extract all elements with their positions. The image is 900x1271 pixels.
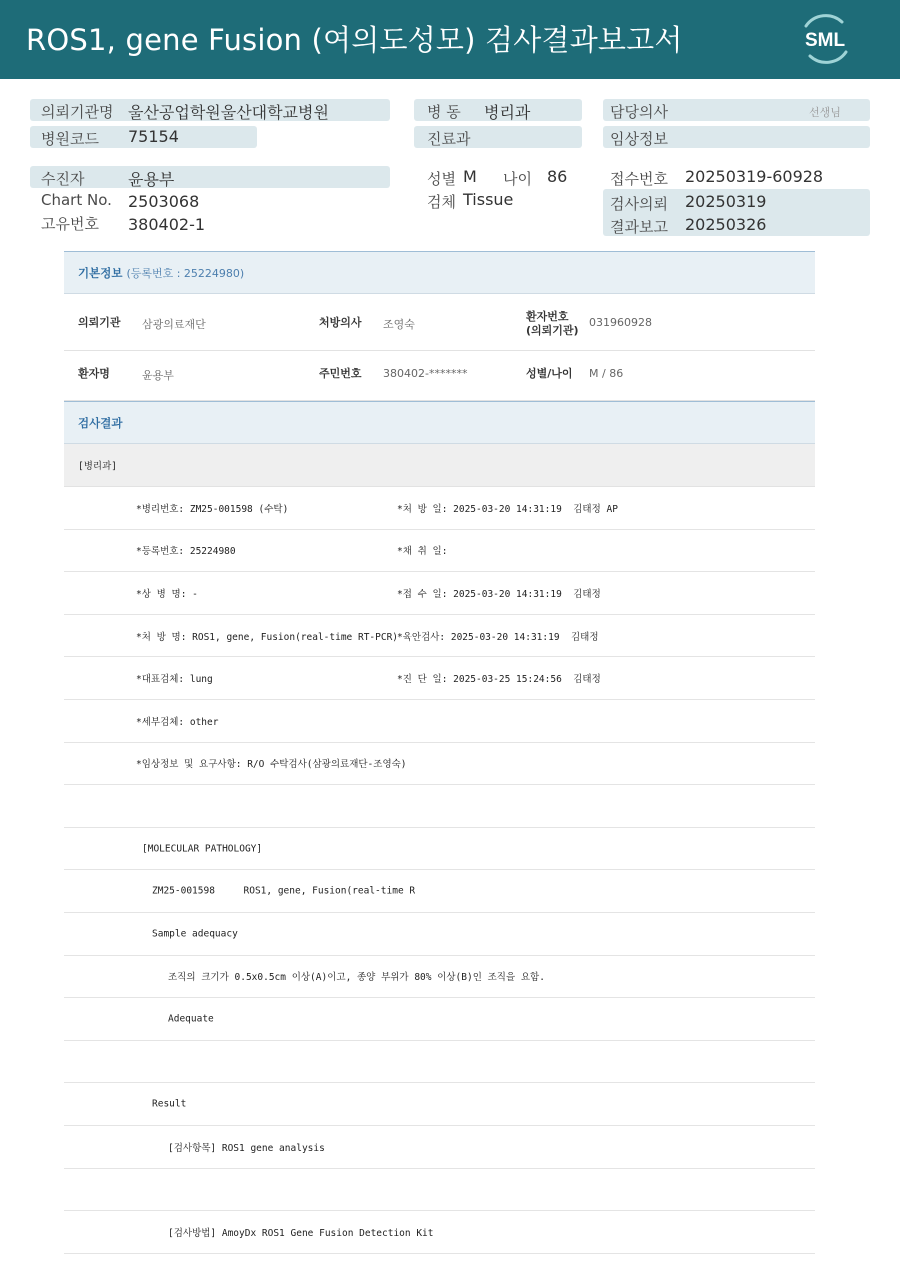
result-field-left: *임상정보 및 요구사항: R/O 수탁검사(삼광의료재단-조영숙) <box>136 759 407 771</box>
result-field-right: *처 방 일: 2025-03-20 14:31:19 김태정 AP <box>397 503 618 515</box>
receipt-label: 접수번호 <box>610 170 668 188</box>
sex-label: 성별 <box>427 170 456 188</box>
report-body <box>64 251 815 1254</box>
result-text-row <box>64 998 815 1041</box>
result-field-left: *대표검체: lung <box>136 674 213 686</box>
basic-info-row <box>64 351 815 401</box>
result-field-right: *육안검사: 2025-03-20 14:31:19 김태정 <box>397 631 599 643</box>
sml-logo <box>796 12 854 66</box>
result-text-row <box>64 913 815 956</box>
result-text-line: Result <box>152 1098 187 1110</box>
unique-id-value: 380402-1 <box>128 215 206 234</box>
result-field-rows <box>64 487 815 785</box>
patient-no-key-2: (의뢰기관) <box>526 324 579 337</box>
results-header <box>64 401 815 444</box>
result-field-row <box>64 530 815 573</box>
doctor-suffix: 선생님 <box>809 106 841 119</box>
department-row <box>64 444 815 487</box>
result-field-row <box>64 657 815 700</box>
department-label: 진료과 <box>427 130 471 148</box>
results-title: 검사결과 <box>78 415 123 430</box>
result-text-line: [검사방법] AmoyDx ROS1 Gene Fusion Detection Kit <box>168 1227 434 1239</box>
result-text-row <box>64 956 815 999</box>
sex-age-val: M / 86 <box>589 367 624 380</box>
result-text-row <box>64 1126 815 1169</box>
hospital-code-value: 75154 <box>128 127 179 146</box>
report-title: ROS1, gene Fusion (여의도성모) 검사결과보고서 <box>26 23 683 57</box>
result-text-line: ZM25-001598 ROS1, gene, Fusion(real-time R <box>152 885 416 897</box>
prescriber-val: 조영숙 <box>383 318 415 331</box>
ward-label: 병 동 <box>427 103 461 121</box>
prescriber-key: 처방의사 <box>319 316 362 329</box>
clinical-info-label: 임상정보 <box>610 130 668 148</box>
specimen-label: 검체 <box>427 193 456 211</box>
institution-label: 의뢰기관명 <box>41 103 114 121</box>
patient-no-key-1: 환자번호 <box>526 310 569 323</box>
age-label: 나이 <box>503 170 532 188</box>
chart-no-value: 2503068 <box>128 192 200 211</box>
result-field-left: *처 방 명: ROS1, gene, Fusion(real-time RT-PCR) <box>136 631 399 643</box>
result-field-row <box>64 615 815 658</box>
result-text-line: [검사항목] ROS1 gene analysis <box>168 1142 325 1154</box>
basic-info-header <box>64 251 815 294</box>
result-field-left: *등록번호: 25224980 <box>136 546 236 558</box>
result-field-row <box>64 572 815 615</box>
result-text-line: [MOLECULAR PATHOLOGY] <box>142 843 263 855</box>
result-field-left: *세부검체: other <box>136 716 219 728</box>
result-text-row <box>64 1211 815 1254</box>
svg-text:SML: SML <box>804 30 846 51</box>
institution-key: 의뢰기관 <box>78 316 121 329</box>
result-field-right: *접 수 일: 2025-03-20 14:31:19 김태정 <box>397 588 601 600</box>
sex-value: M <box>463 167 477 186</box>
specimen-value: Tissue <box>463 190 514 209</box>
basic-info-title: 기본정보 <box>78 265 123 280</box>
department-tag: [병리과] <box>78 461 117 472</box>
request-date-value: 20250319 <box>685 192 767 211</box>
report-header <box>0 0 900 79</box>
result-text-row <box>64 785 815 828</box>
institution-val: 삼광의료재단 <box>142 318 206 331</box>
doctor-label: 담당의사 <box>610 103 668 121</box>
result-field-right: *채 취 일: <box>397 546 448 558</box>
resident-no-key: 주민번호 <box>319 367 362 380</box>
result-text-line: Adequate <box>168 1013 214 1025</box>
result-field-row <box>64 487 815 530</box>
patient-value: 윤용부 <box>128 170 175 189</box>
hospital-code-label: 병원코드 <box>41 130 99 148</box>
receipt-value: 20250319-60928 <box>685 167 824 186</box>
report-date-value: 20250326 <box>685 215 767 234</box>
patient-label: 수진자 <box>41 170 85 188</box>
chart-no-label: Chart No. <box>41 191 112 209</box>
sex-age-key: 성별/나이 <box>526 367 573 380</box>
patient-name-key: 환자명 <box>78 367 110 380</box>
result-text-line: Sample adequacy <box>152 928 238 940</box>
registration-number: (등록번호 : 25224980) <box>126 266 245 280</box>
result-text-row <box>64 1083 815 1126</box>
result-field-row <box>64 700 815 743</box>
result-text-row <box>64 1041 815 1084</box>
result-field-left: *상 병 명: - <box>136 588 198 600</box>
patient-no-val: 031960928 <box>589 316 652 329</box>
ward-value: 병리과 <box>484 103 531 122</box>
result-field-right: *진 단 일: 2025-03-25 15:24:56 김태정 <box>397 674 601 686</box>
resident-no-val: 380402-******* <box>383 367 468 380</box>
result-text-line: 조직의 크기가 0.5x0.5cm 이상(A)이고, 종양 부위가 80% 이상(B)인 조직을 요함. <box>168 972 545 984</box>
result-text-row <box>64 828 815 871</box>
basic-info-row <box>64 294 815 351</box>
report-date-label: 결과보고 <box>610 218 668 236</box>
age-value: 86 <box>547 167 568 186</box>
result-text-row <box>64 1169 815 1212</box>
result-field-left: *병리번호: ZM25-001598 (수탁) <box>136 503 289 515</box>
institution-value: 울산공업학원울산대학교병원 <box>128 103 329 122</box>
unique-id-label: 고유번호 <box>41 215 99 233</box>
result-text-lines <box>64 785 815 1254</box>
result-field-row <box>64 743 815 786</box>
request-date-label: 검사의뢰 <box>610 195 668 213</box>
result-text-row <box>64 870 815 913</box>
patient-name-val: 윤용부 <box>142 369 174 382</box>
